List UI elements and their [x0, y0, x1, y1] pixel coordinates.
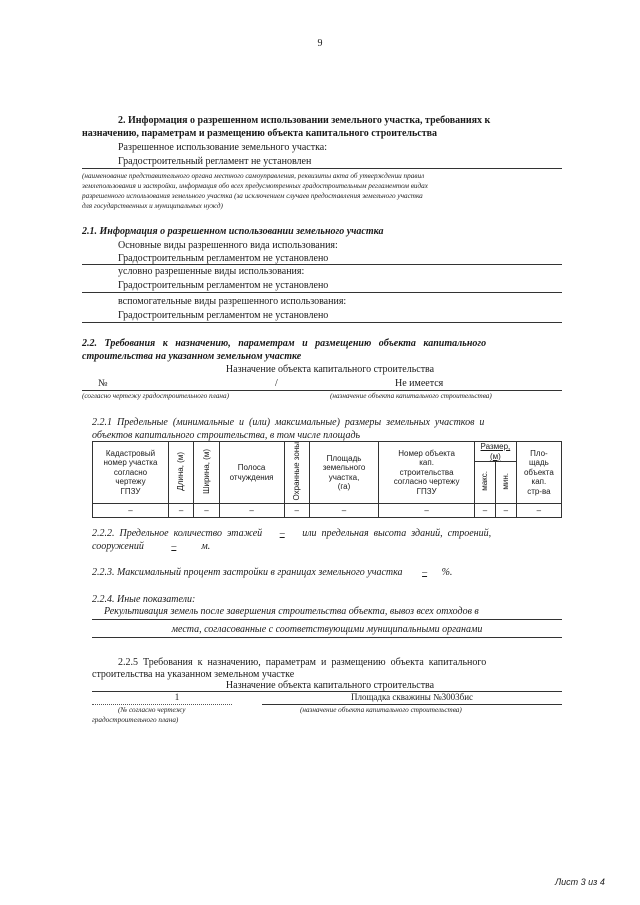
header-text: участка, — [328, 472, 360, 482]
build-percent-value: – — [422, 567, 428, 578]
section2-note — [82, 171, 562, 211]
header-text: земельного — [322, 463, 366, 472]
header-min — [495, 462, 516, 504]
object-number: 1 — [174, 692, 180, 702]
divider — [82, 168, 562, 169]
table-cell: – — [284, 504, 309, 518]
table-cell: – — [516, 504, 561, 518]
text: м. — [201, 541, 211, 552]
note-line: разрешенного использования земельного участка (за исключением случаев предоставления земельного участка — [82, 192, 423, 200]
main-use-value: Градостроительным регламентом не установлено — [118, 253, 329, 264]
note-left: (согласно чертежу градостроительного плана) — [82, 392, 229, 400]
header-text: отчуждения — [229, 472, 274, 482]
header-length — [168, 442, 193, 504]
section222-line1 — [92, 528, 491, 540]
table-cell: – — [93, 504, 169, 518]
auxiliary-use-label: вспомогательные виды разрешенного использования: — [118, 296, 347, 307]
header-text: кап. — [419, 458, 434, 468]
header-text: Длина, (м) — [176, 451, 186, 491]
note-right: (назначение объекта капитального строительства) — [330, 392, 492, 400]
section222-line2 — [92, 541, 210, 553]
table-cell: – — [495, 504, 516, 518]
header-area — [309, 442, 378, 504]
page-number: 9 — [317, 38, 323, 49]
number-sign: № — [98, 378, 108, 389]
allowed-use-value: Градостроительный регламент не установлен — [118, 156, 312, 167]
section221-heading-line1: 2.2.1 Предельные (минимальные и (или) максимальные) размеры земельных участков и — [92, 417, 485, 428]
header-text: согласно — [113, 467, 148, 477]
header-object-area — [516, 442, 561, 504]
main-use-label: Основные виды разрешенного вида использования: — [118, 240, 338, 251]
header-text: Ширина, (м) — [201, 448, 211, 494]
section22-heading-line2: строительства на указанном земельном участке — [82, 351, 302, 362]
floors-value: – — [279, 528, 285, 539]
header-text: стр-ва — [527, 486, 551, 496]
conditional-use-value: Градостроительным регламентом не установлено — [118, 280, 329, 291]
note-line: для государственных и муниципальных нужд) — [82, 202, 223, 210]
table-cell: – — [379, 504, 475, 518]
header-text: Пло- — [530, 448, 548, 458]
section225-heading-line1: 2.2.5 Требования к назначению, параметрам и размещению объекта капитального — [118, 657, 487, 668]
header-text: ГПЗУ — [416, 486, 437, 496]
table-cell: – — [194, 504, 219, 518]
note-left-line1: (№ согласно чертежу — [118, 706, 186, 714]
slash: / — [275, 378, 278, 389]
divider — [82, 322, 562, 323]
section224-heading: 2.2.4. Иные показатели: — [92, 594, 196, 605]
section224-line2: места, согласованные с соответствующими муниципальными органами — [171, 624, 483, 635]
header-text: Охранные зоны — [291, 442, 301, 501]
note-right-2: (назначение объекта капитального строительства) — [300, 706, 462, 714]
text: 2.2.3. Максимальный процент застройки в границах земельного участка — [92, 567, 403, 578]
note-line: землепользования и застройки, информация обо всех предусмотренных градостроительным регламентом видах — [82, 182, 428, 190]
purpose-value-2: Площадка скважины №3003бис — [350, 692, 474, 702]
header-protected-zones — [284, 442, 309, 504]
section224-line1: Рекультивация земель после завершения строительства объекта, вывоз всех отходов в — [104, 606, 479, 617]
note-line: (наименование представительного органа местного самоуправления, реквизиты акта об утверждении правил — [82, 172, 425, 180]
header-text: объекта — [523, 467, 554, 477]
sheet-counter: Лист 3 из 4 — [555, 877, 605, 887]
section221-heading-line2: объектов капитального строительства, в том числе площадь — [92, 430, 361, 441]
auxiliary-use-value: Градостроительным регламентом не установлено — [118, 310, 329, 321]
table-cell: – — [474, 504, 495, 518]
purpose-value: Не имеется — [395, 378, 444, 389]
header-text: строительства — [399, 467, 454, 477]
header-text: чертежу — [115, 477, 146, 487]
table-cell: – — [309, 504, 378, 518]
header-text: Площадь — [326, 453, 362, 463]
header-text: Номер объекта — [398, 448, 455, 458]
text: 2.2.2. Предельное количество этажей — [92, 528, 263, 539]
section223 — [92, 567, 452, 579]
header-text: номер участка — [103, 458, 158, 468]
header-cadastral — [93, 442, 169, 504]
header-text: кап. — [531, 477, 547, 487]
section21-heading: 2.1. Информация о разрешенном использовании земельного участка — [82, 226, 384, 237]
header-alienation — [219, 442, 284, 504]
table-cell: – — [168, 504, 193, 518]
header-object-number — [379, 442, 475, 504]
header-text: мин. — [501, 472, 511, 490]
section22-heading-line1: 2.2. Требования к назначению, параметрам и размещению объекта капитального — [82, 338, 487, 349]
section225-heading-line2: строительства на указанном земельном участке — [92, 669, 295, 680]
divider — [82, 292, 562, 293]
header-text: щадь — [528, 458, 549, 468]
header-text: Размер, (м) — [480, 442, 511, 461]
header-max — [474, 462, 495, 504]
table-row — [93, 504, 562, 518]
header-text: ГПЗУ — [120, 486, 141, 496]
header-text: Полоса — [237, 463, 266, 472]
section2-heading-line2: назначению, параметрам и размещению объекта капитального строительства — [82, 128, 438, 139]
divider — [92, 619, 562, 620]
note-left-line2: градостроительного плана) — [92, 716, 179, 724]
divider — [82, 264, 562, 265]
header-width — [194, 442, 219, 504]
purpose-title-2: Назначение объекта капитального строительства — [225, 680, 435, 691]
allowed-use-label: Разрешенное использование земельного участка: — [118, 142, 328, 153]
section2-heading-line1: 2. Информация о разрешенном использовании земельного участка, требованиях к — [118, 115, 491, 126]
header-text: Кадастровый — [105, 448, 156, 458]
divider — [92, 637, 562, 638]
header-text: макс. — [480, 471, 490, 492]
text: или предельная высота зданий, строений, — [302, 528, 492, 539]
header-size — [474, 442, 516, 462]
text: %. — [441, 567, 453, 578]
table-cell: – — [219, 504, 284, 518]
header-text: согласно чертежу — [393, 477, 460, 487]
text: сооружений — [92, 541, 144, 552]
purpose-title: Назначение объекта капитального строительства — [225, 364, 435, 375]
height-value: – — [171, 541, 177, 552]
conditional-use-label: условно разрешенные виды использования: — [118, 266, 305, 277]
size-limits-table — [92, 441, 562, 518]
header-text: (га) — [337, 482, 351, 491]
